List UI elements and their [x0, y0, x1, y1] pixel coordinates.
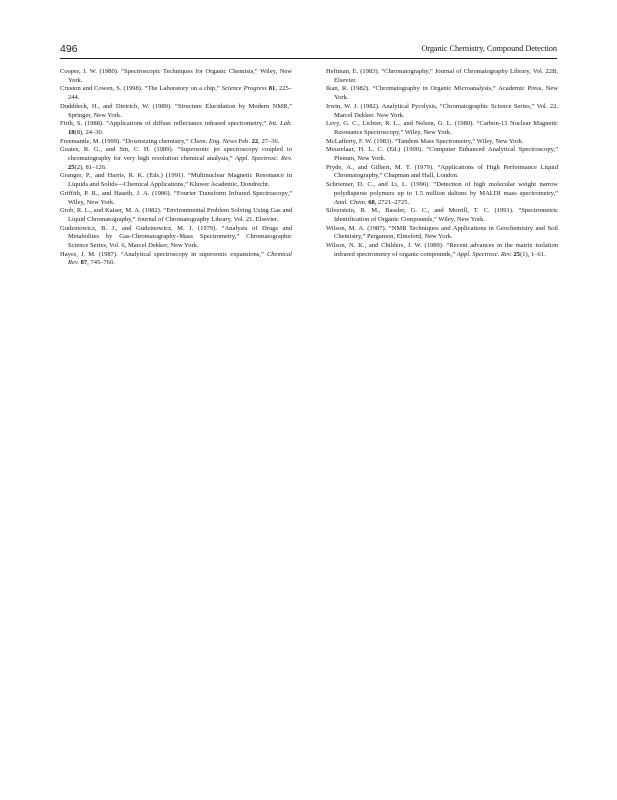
reference-entry — [326, 138, 558, 147]
reference-text: Ikan, R. (1982). “Chromatography in Organic Microanalysis,” Academic Press, New York. — [326, 85, 558, 102]
references-right-column — [326, 68, 558, 259]
reference-pages: , 27–36. — [258, 137, 280, 145]
reference-text: Grob, R. L., and Kaiser, M. A. (1982). “Environmental Problem Solving Using Gas and Liquid Chromatography,” Journal of Chromatography Library, Vol. 21. Elsevier. — [60, 207, 292, 223]
header-rule — [60, 58, 557, 59]
reference-text: Wilson, N. K., and Childers, J. W. (1989). “Recent advances in the matrix isolation infrared spectrometry of organic compounds,” — [326, 242, 558, 258]
reference-entry — [60, 146, 292, 172]
journal-suffix: Feb. — [236, 137, 250, 145]
journal-name: Appl. Spectrosc. Rev. — [456, 250, 512, 258]
journal-name: Science Progress — [221, 85, 267, 93]
reference-text: Goates, R. G., and Sin, C. H. (1989). “Supersonic jet spectroscopy coupled to chromatography for very high resolution chemical analysis,” — [60, 146, 292, 163]
reference-text: Gudzinowicz, B. J., and Gudzinowicz, M. J. (1979). “Analysis of Drugs and Metabolites by Gas-Chromatography–Mass Spectrometry,” Chromatographic Science Series, Vol. 6, Marcel Dekker, New York. — [60, 224, 292, 250]
reference-pages: , 745–760. — [87, 259, 115, 267]
volume-number: 25 — [68, 163, 75, 171]
reference-pages: , 225–244. — [68, 85, 292, 102]
reference-text: Levy, G. C., Lichter, R. L., and Nelsen, G. L. (1980). “Carbon-13 Nuclear Magnetic Resonance Spectroscopy,” Wiley, New York. — [326, 120, 558, 136]
reference-text: Freemantle, M. (1999). “Downsizing chemistry,” — [60, 137, 191, 145]
volume-number: 25 — [513, 250, 521, 258]
reference-text: Schriemer, D. C., and Li, L. (1996). “Detection of high molecular weight narrow polydisperse polymers up to 1.5 million daltons by MALDI mass spectrometry,” — [326, 181, 558, 197]
journal-name: Chemical Rev. — [68, 250, 292, 267]
reference-text: Meuzelaar, H. L. C. (Ed.) (1990). “Computer Enhanced Analytical Spectroscopy,” Plenum, New York. — [326, 146, 558, 163]
reference-entry — [326, 146, 558, 163]
reference-entry — [326, 85, 558, 102]
reference-entry — [60, 207, 292, 224]
reference-entry — [326, 242, 558, 259]
page-header — [60, 43, 557, 57]
reference-entry — [326, 120, 558, 137]
reference-text: McLafferty, F. W. (1983). “Tandem Mass Spectrometry,” Wiley, New York. — [326, 137, 524, 145]
reference-entry — [326, 181, 558, 207]
reference-pages: , 2721–2725. — [374, 198, 410, 206]
reference-entry — [60, 251, 292, 268]
references-left-column — [60, 68, 292, 268]
reference-text: Irwin, W. J. (1982). Analytical Pyrolysis, “Chromatographic Science Series,” Vol. 22. Marcel Dekker. New York. — [326, 102, 558, 119]
journal-name: Chem. Eng. News — [190, 137, 237, 145]
reference-text: Heftman, E. (1983). “Chromatography,” Journal of Chromatography Library, Vol. 22B, Elsevier. — [326, 68, 558, 84]
volume-number: 18 — [68, 128, 75, 136]
reference-text: Cruston and Cowen, S. (1998). “The Laboratory on a chip,” — [60, 85, 222, 93]
journal-name: Int. Lab. — [268, 120, 292, 128]
reference-entry — [60, 120, 292, 137]
reference-entry — [60, 190, 292, 207]
reference-entry — [326, 103, 558, 120]
reference-entry — [326, 207, 558, 224]
reference-entry — [60, 138, 292, 147]
reference-entry — [60, 68, 292, 85]
volume-number: 68 — [368, 198, 375, 206]
page-number: 496 — [60, 43, 78, 55]
journal-name: Appl. Spectrosc. Rev. — [235, 155, 292, 163]
volume-number: 81 — [268, 85, 276, 93]
reference-entry — [60, 103, 292, 120]
volume-number: 22 — [251, 137, 259, 145]
reference-text: Granger, P., and Harris, R. K. (Eds.) (1991). “Multinuclear Magnetic Resonance in Liquids and Solids—Chemical Applications,” Kluwer Academic, Dondrecht. — [60, 172, 292, 189]
reference-text: Silverstein, R. M., Bassler, G. C., and Morrill, T. C. (1991). “Spectrometric Identification of Organic Compounds,” Wiley, New York. — [326, 207, 558, 223]
running-title: Organic Chemistry, Compound Detection — [421, 44, 557, 53]
journal-name: Anal. Chem. — [334, 198, 367, 206]
reference-text: Griffith, P. R., and Haseth, J. A. (1986). “Fourier Transform Infrared Spectroscopy,” Wiley, New York. — [60, 189, 292, 206]
reference-entry — [60, 85, 292, 102]
reference-entry — [326, 68, 558, 85]
reference-pages: (8), 24–30. — [74, 128, 104, 136]
reference-text: Wilson, M. A. (1987). “NMR Techniques and Applications in Geochemistry and Soil Chemistry,” Pergamon, Elmsford, New York. — [326, 224, 558, 241]
reference-entry — [60, 172, 292, 189]
reference-pages: (2), 81–126. — [74, 163, 107, 171]
volume-number: 87 — [80, 259, 88, 267]
reference-entry — [60, 225, 292, 251]
reference-entry — [326, 225, 558, 242]
reference-entry — [326, 164, 558, 181]
reference-text: Hayes, J. M. (1987). “Analytical spectroscopy in supersonic expansions,” — [60, 250, 267, 258]
reference-text: Dudddeck, H., and Dietrich, W. (1989). “Structure Elucidation by Modern NMR,” Springer, New York. — [60, 102, 292, 119]
reference-text: Cooper, J. W. (1980). “Spectroscopic Techniques for Organic Chemists,” Wiley, New York. — [60, 68, 292, 84]
reference-pages: (1), 1–61. — [520, 250, 546, 258]
reference-text: Pryde, A., and Gilbert, M. T. (1979). “Applications of High Performance Liquid Chromatography,” Chapman and Hall, London. — [326, 163, 558, 180]
reference-text: Firth, S. (1988). “Applications of diffuse reflectance infrared spectrometry,” — [60, 120, 269, 128]
